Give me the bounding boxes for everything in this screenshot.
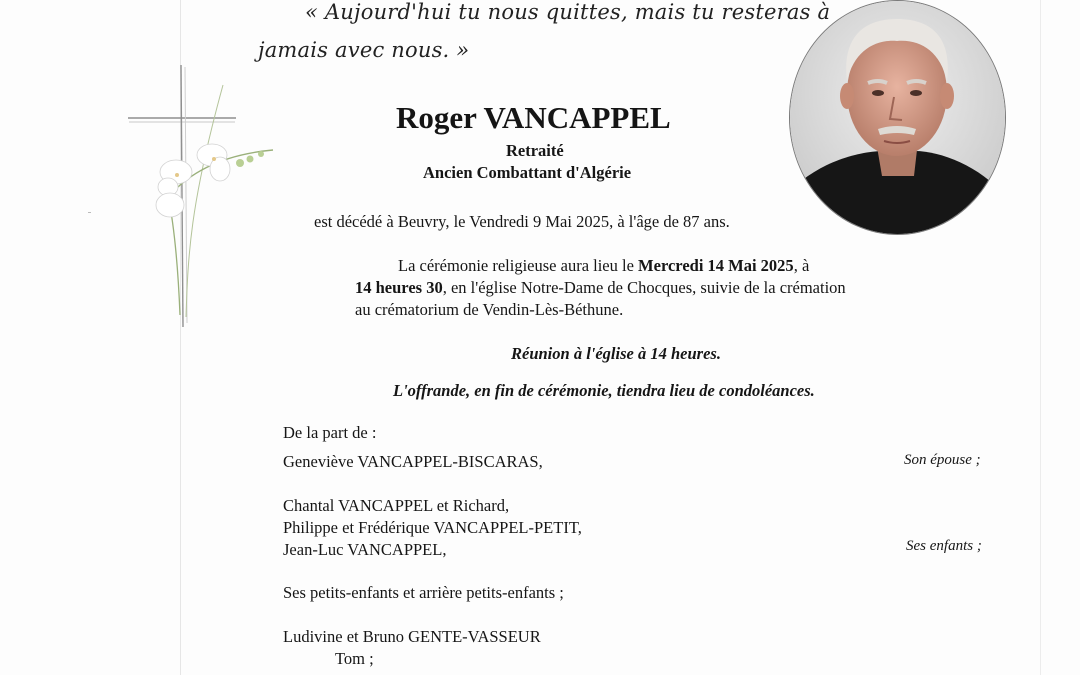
cross-orchid-illustration: [128, 55, 288, 330]
family-member: Tom ;: [335, 649, 374, 668]
family-intro: De la part de :: [283, 423, 377, 442]
deceased-name: Roger VANCAPPEL: [396, 100, 671, 135]
quote-line-1: « Aujourd'hui tu nous quittes, mais tu resteras à: [305, 0, 831, 24]
portrait-photo: [789, 0, 1006, 235]
death-announcement: est décédé à Beuvry, le Vendredi 9 Mai 2025, à l'âge de 87 ans.: [314, 212, 730, 231]
deceased-title-retired: Retraité: [506, 141, 564, 160]
ceremony-text: La cérémonie religieuse aura lieu le: [398, 256, 639, 275]
ceremony-time: 14 heures 30: [355, 278, 443, 297]
deceased-title-veteran: Ancien Combattant d'Algérie: [423, 163, 632, 182]
grass-blade: [186, 85, 223, 317]
portrait-illustration: [790, 1, 1005, 234]
scan-speck: [88, 212, 91, 213]
cross-vertical-shadow: [185, 67, 187, 323]
offering-note: L'offrande, en fin de cérémonie, tiendra lieu de condoléances.: [393, 381, 815, 400]
grandchildren-line: Ses petits-enfants et arrière petits-enfants ;: [283, 583, 564, 602]
cross-vertical: [181, 65, 183, 327]
fold-line: [1040, 0, 1041, 675]
ceremony-line-2: [355, 278, 846, 298]
ceremony-line-3: au crématorium de Vendin-Lès-Béthune.: [355, 300, 624, 319]
children-relation: Ses enfants ;: [906, 538, 982, 554]
spouse-relation: Son épouse ;: [904, 452, 981, 468]
ceremony-text: , à: [793, 256, 810, 275]
meeting-note: Réunion à l'église à 14 heures.: [511, 344, 721, 363]
child-name: Chantal VANCAPPEL et Richard,: [283, 496, 510, 515]
orchid-blossoms: [156, 144, 230, 217]
child-name: Jean-Luc VANCAPPEL,: [283, 540, 447, 559]
ceremony-date: Mercredi 14 Mai 2025: [638, 256, 794, 275]
family-member: Ludivine et Bruno GENTE-VASSEUR: [283, 627, 541, 646]
spouse-name: Geneviève VANCAPPEL-BISCARAS,: [283, 452, 543, 471]
ceremony-text: , en l'église Notre-Dame de Chocques, suivie de la crémation: [442, 278, 846, 297]
ceremony-line-1: [398, 256, 809, 276]
child-name: Philippe et Frédérique VANCAPPEL-PETIT,: [283, 518, 582, 537]
quote-line-2: jamais avec nous. »: [258, 38, 470, 62]
